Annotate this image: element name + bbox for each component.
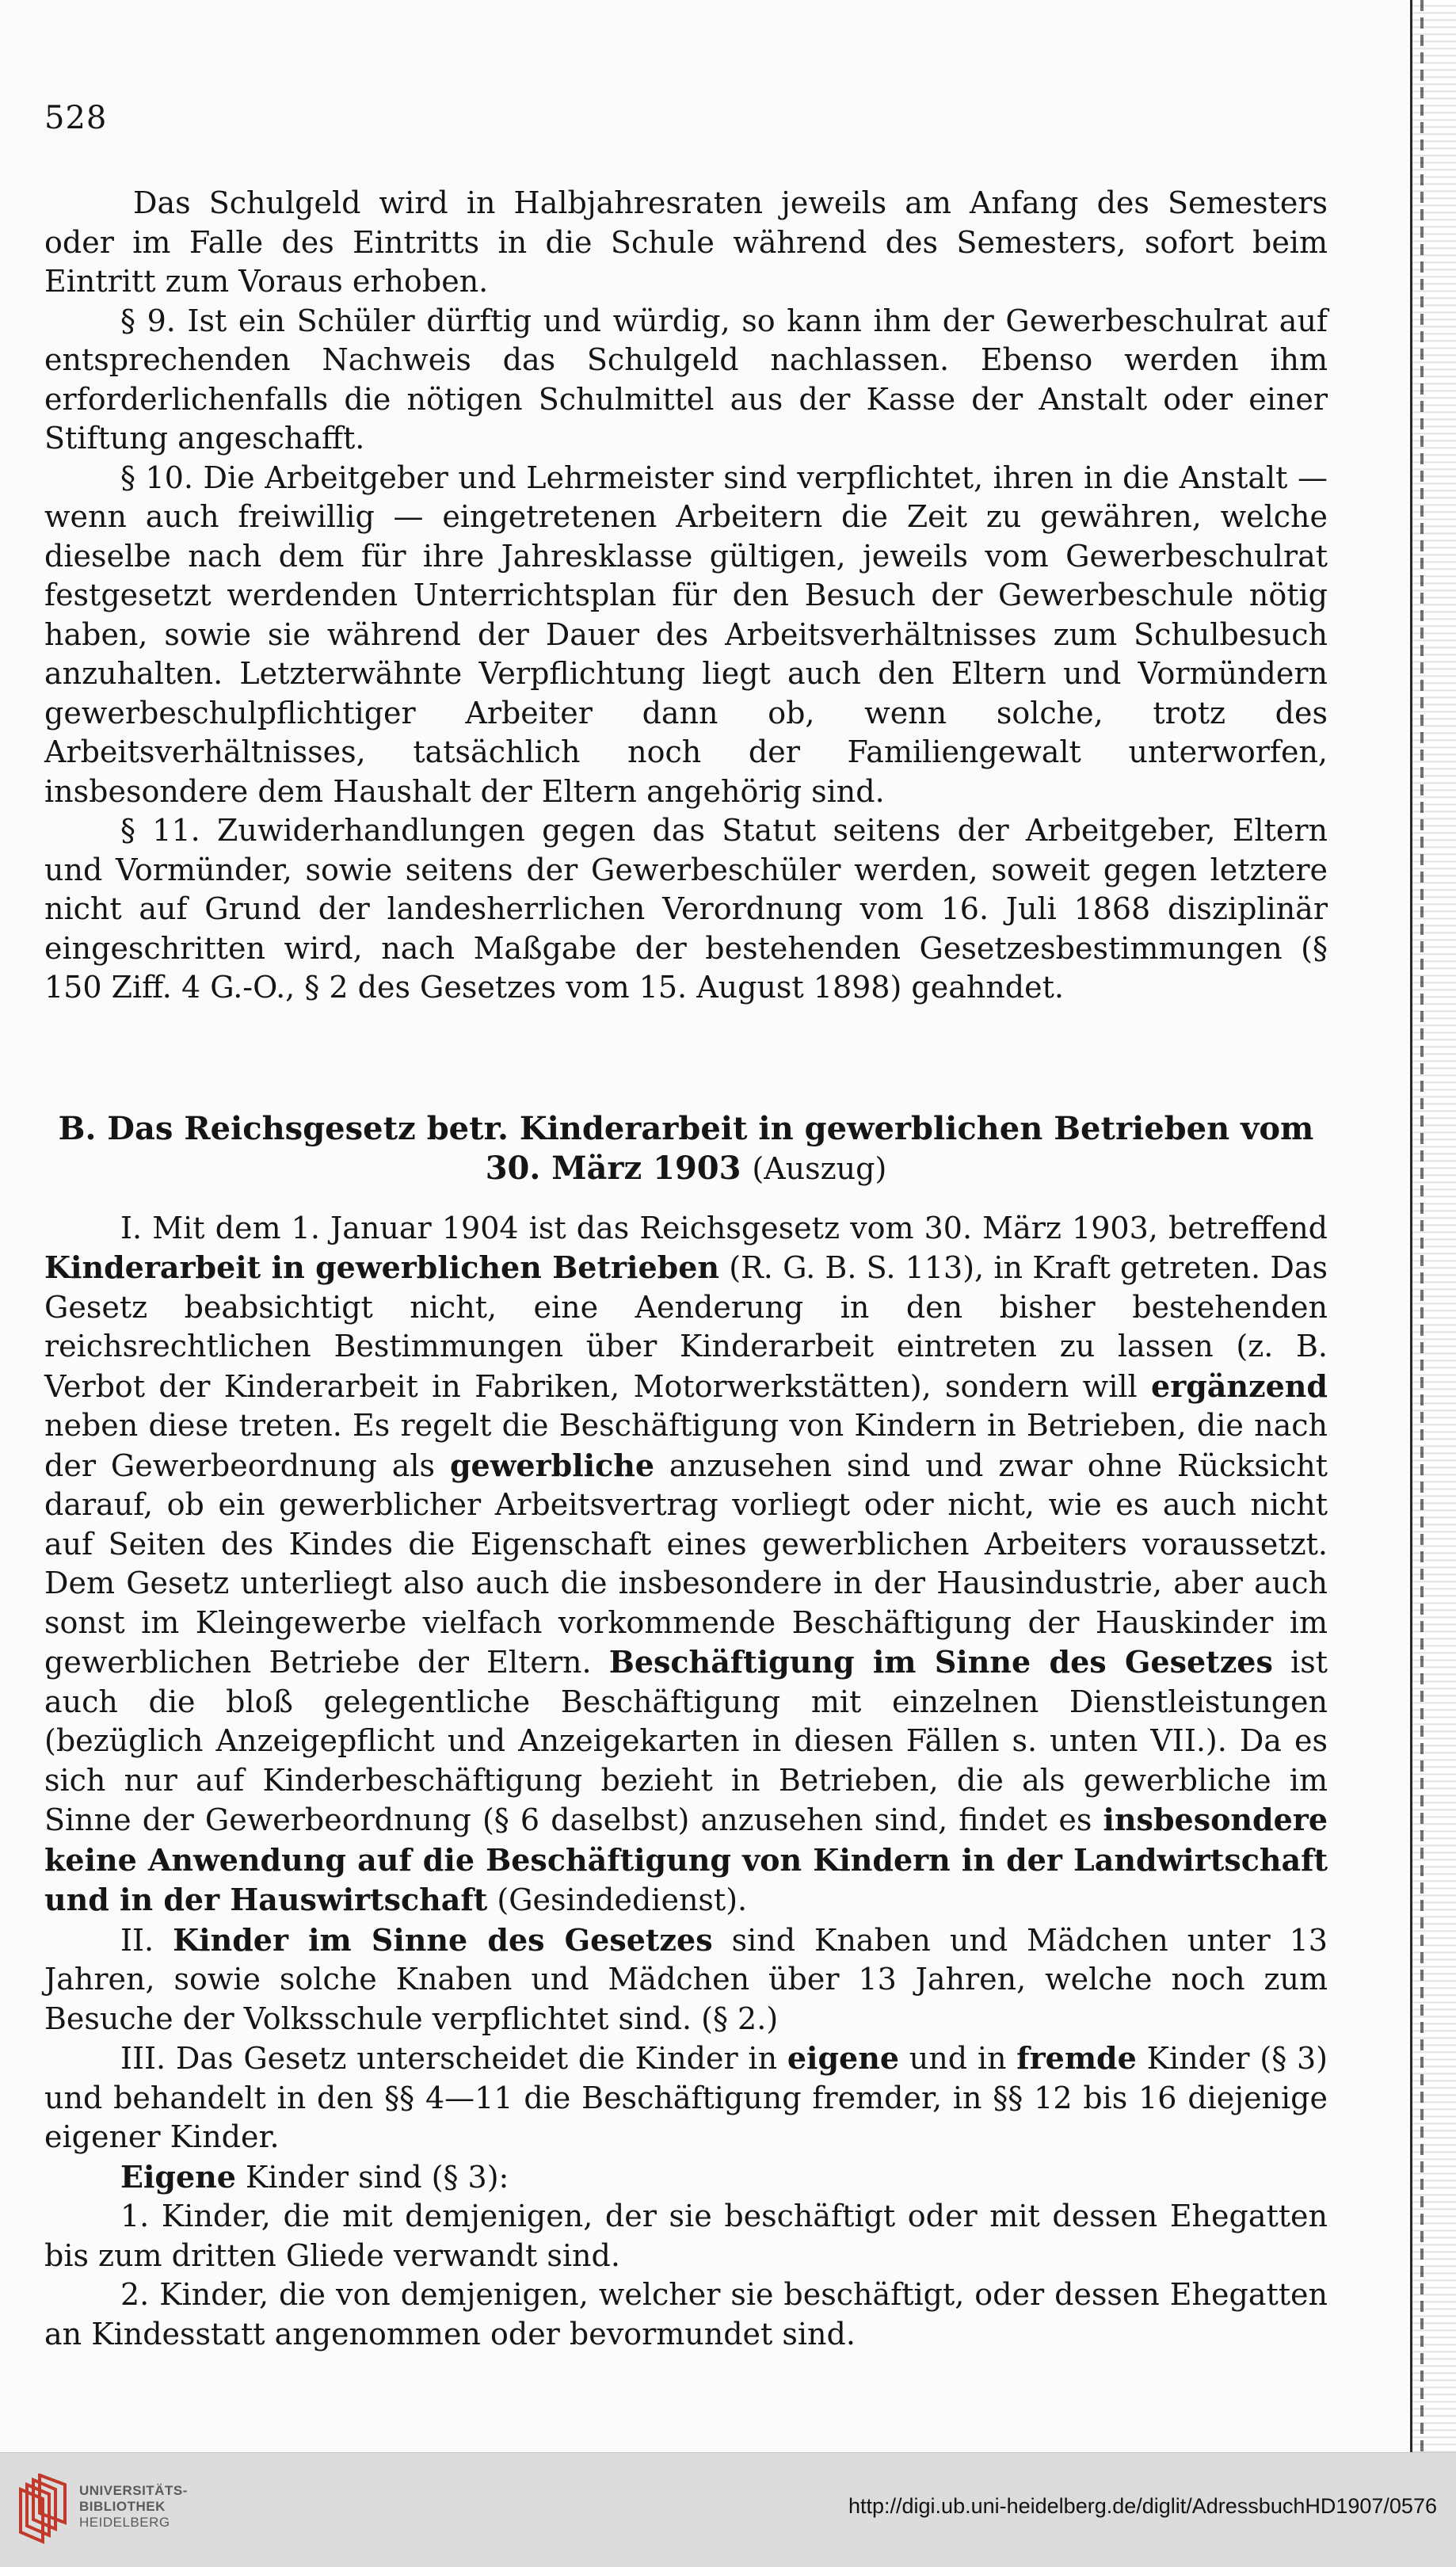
text-run: neben diese treten. Es regelt die Beschäftigung von Kindern in Betrieben, die nach der Gewerbeordnung als: [44, 1408, 1328, 1483]
source-url-link[interactable]: http://digi.ub.uni-heidelberg.de/diglit/AdressbuchHD1907/0576: [848, 2494, 1437, 2518]
bold-term: gewerbliche: [449, 1447, 655, 1483]
page-number: 528: [44, 100, 108, 136]
bold-term: ergänzend: [1151, 1367, 1328, 1404]
logo-line-3: HEIDELBERG: [79, 2515, 170, 2530]
university-library-logo-icon: [16, 2474, 71, 2546]
paragraph-section-I: [44, 1209, 1328, 1920]
list-item-1: 1. Kinder, die mit demjenigen, der sie beschäftigt oder mit dessen Ehegatten bis zum dritten Gliede verwandt sind.: [44, 2199, 1328, 2273]
section-heading: [44, 1109, 1328, 1188]
logo-line-2: BIBLIOTHEK: [79, 2499, 166, 2514]
text-run: (Gesindedienst).: [487, 1882, 748, 1917]
text-run: Kinder (§ 3) und behandelt in den §§ 4—11 die Beschäftigung fremder, in §§ 12 bis 16 diejenige eigener Kinder.: [44, 2041, 1328, 2154]
footer-bar: [0, 2452, 1456, 2567]
text-run: (R. G. B. S. 113), in Kraft getreten. Das Gesetz beabsichtigt nicht, eine Aenderung in den bisher bestehenden reichsrechtlichen Bestimmungen über Kinderarbeit eintreten zu lassen (z. B. Verbot der Kinderarbeit in Fabriken, Motorwerkstätten), sondern will: [44, 1250, 1328, 1404]
bold-term: eigene: [787, 2040, 900, 2076]
heading-main: B. Das Reichsgesetz betr. Kinderarbeit in gewerblichen Betrieben vom 30. März 1903: [58, 1109, 1314, 1187]
paragraph-section-10: § 10. Die Arbeitgeber und Lehrmeister sind verpflichtet, ihren in die Anstalt — wenn auch freiwillig — eingetretenen Arbeitern die Zeit zu gewähren, welche dieselbe nach dem für ihre Jahresklasse gültigen, jeweils vom Gewerbeschulrat festgesetzt werdenden Unterrichtsplan für den Besuch der Gewerbeschule nötig haben, sowie sie während der Dauer des Arbeitsverhältnisses zum Schulbesuch anzuhalten. Letzterwähnte Verpflichtung liegt auch den Eltern und Vormündern gewerbeschulpflichtiger Arbeiter dann ob, wenn solche, trotz des Arbeitsverhältnisses, tatsächlich noch der Familiengewalt unterworfen, insbesondere dem Haushalt der Eltern angehörig sind.: [44, 460, 1328, 809]
bold-term: fremde: [1016, 2040, 1137, 2076]
scanned-page-edge: [1410, 0, 1456, 2452]
text-run: III. Das Gesetz unterscheidet die Kinder in: [120, 2041, 787, 2076]
text-run: sind Knaben und Mädchen unter 13 Jahren, sowie solche Knaben und Mädchen über 13 Jahren, welche noch zum Besuche der Volksschule verpflichtet sind. (§ 2.): [44, 1922, 1328, 2036]
text-run: II.: [120, 1922, 173, 1958]
text-run: anzusehen sind und zwar ohne Rücksicht darauf, ob ein gewerblicher Arbeitsvertrag vorliegt oder nicht, wie es auch nicht auf Seiten des Kindes die Eigenschaft eines gewerblichen Arbeiters voraussetzt. Dem Gesetz unterliegt also auch die insbesondere in der Hausindustrie, aber auch sonst im Kleingewerbe vielfach vorkommende Beschäftigung der Hauskinder im gewerblichen Betriebe der Eltern.: [44, 1448, 1328, 1680]
bold-term: Kinderarbeit in gewerblichen Betrieben: [44, 1249, 720, 1285]
text-run: I. Mit dem 1. Januar 1904 ist das Reichsgesetz vom 30. März 1903, betreffend: [120, 1210, 1328, 1245]
text-run: ist auch die bloß gelegentliche Beschäftigung mit einzelnen Dienstleistungen (bezüglich Anzeigepflicht und Anzeigekarten in diesen Fällen s. unten VII.). Da es sich nur auf Kinderbeschäftigung bezieht in Betrieben, die als gewerbliche im Sinne der Gewerbeordnung (§ 6 daselbst) anzusehen sind, findet es: [44, 1645, 1328, 1837]
bold-term: insbesondere keine Anwendung auf die Beschäftigung von Kindern in der Landwirtschaft und in der Hauswirtschaft: [44, 1802, 1328, 1917]
paragraph-intro: Das Schulgeld wird in Halbjahresraten jeweils am Anfang des Semesters oder im Falle des Eintritts in die Schule während des Semesters, sofort beim Eintritt zum Voraus erhoben.: [44, 185, 1328, 299]
paragraph-section-II: [44, 1920, 1328, 2039]
text-run: und in: [899, 2041, 1017, 2076]
library-logo-text: [79, 2483, 188, 2531]
paragraph-section-III: [44, 2039, 1328, 2157]
page-body: [44, 184, 1328, 2354]
bold-term: Eigene: [120, 2158, 236, 2195]
paragraph-eigene: [44, 2157, 1328, 2198]
heading-sub: (Auszug): [752, 1150, 887, 1186]
bold-term: Kinder im Sinne des Gesetzes: [173, 1921, 713, 1958]
text-run: Kinder sind (§ 3):: [235, 2159, 509, 2195]
paragraph-section-11: § 11. Zuwiderhandlungen gegen das Statut seitens der Arbeitgeber, Eltern und Vormünder, sowie seitens der Gewerbeschüler werden, soweit gegen letztere nicht auf Grund der landesherrlichen Verordnung vom 16. Juli 1868 disziplinär eingeschritten wird, nach Maßgabe der bestehenden Gesetzesbestimmungen (§ 150 Ziff. 4 G.-O., § 2 des Gesetzes vom 15. August 1898) geahndet.: [44, 813, 1328, 1005]
list-item-2: 2. Kinder, die von demjenigen, welcher sie beschäftigt, oder dessen Ehegatten an Kindesstatt angenommen oder bevormundet sind.: [44, 2277, 1328, 2351]
bold-term: Beschäftigung im Sinne des Gesetzes: [608, 1644, 1273, 1680]
logo-line-1: UNIVERSITÄTS-: [79, 2483, 188, 2498]
section-gap: [44, 1008, 1328, 1109]
paragraph-section-9: § 9. Ist ein Schüler dürftig und würdig, so kann ihm der Gewerbeschulrat auf entsprechenden Nachweis das Schulgeld nachlassen. Ebenso werden ihm erforderlichenfalls die nötigen Schulmittel aus der Kasse der Anstalt oder einer Stiftung angeschafft.: [44, 303, 1328, 456]
